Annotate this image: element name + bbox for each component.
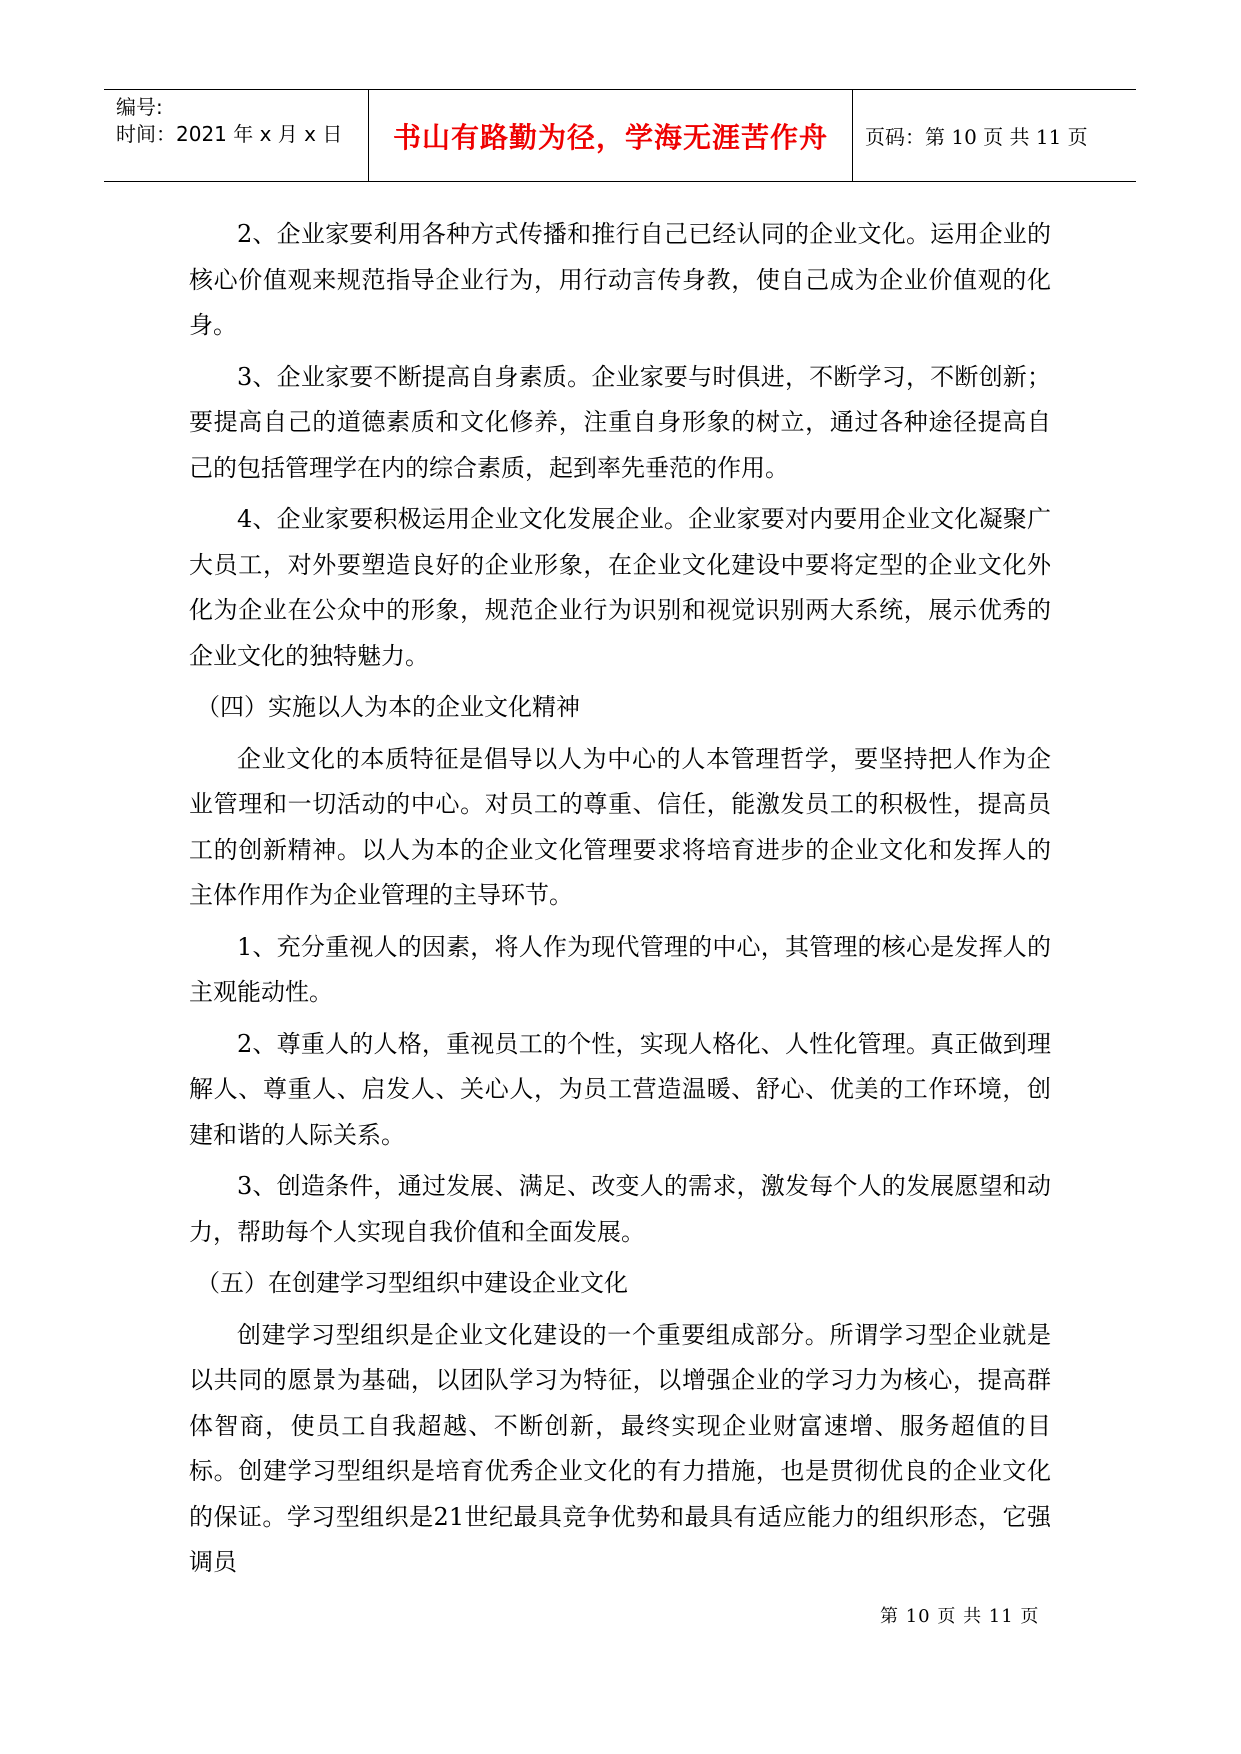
document-time-label: 时间：2021 年 x 月 x 日 — [116, 122, 343, 146]
header-page-number: 页码：第 10 页 共 11 页 — [865, 125, 1088, 149]
paragraph: 创建学习型组织是企业文化建设的一个重要组成部分。所谓学习型企业就是以共同的愿景为基础，以团队学习为特征，以增强企业的学习力为核心，提高群体智商，使员工自我超越、不断创新，最终实现企业财富速增、服务超值的目标。创建学习型组织是培育优秀企业文化的有力措施，也是贯彻优良的企业文化的保证。学习型组织是21世纪最具竞争优势和最具有适应能力的组织形态，它强调员 — [189, 1320, 1051, 1576]
document-body — [189, 212, 1051, 1592]
header-page-cell — [853, 90, 1136, 181]
page-footer: 第 10 页 共 11 页 — [880, 1606, 1040, 1627]
header-motto: 书山有路勤为径，学海无涯苦作舟 — [392, 120, 828, 154]
paragraph: 3、企业家要不断提高自身素质。企业家要与时俱进，不断学习，不断创新；要提高自己的道德素质和文化修养，注重自身形象的树立，通过各种途径提高自己的包括管理学在内的综合素质，起到率先垂范的作用。 — [189, 362, 1051, 482]
section-heading: （五）在创建学习型组织中建设企业文化 — [196, 1269, 628, 1297]
header-motto-cell — [369, 90, 853, 181]
document-number-label: 编号: — [116, 95, 163, 119]
paragraph: 2、尊重人的人格，重视员工的个性，实现人格化、人性化管理。真正做到理解人、尊重人、启发人、关心人，为员工营造温暖、舒心、优美的工作环境，创建和谐的人际关系。 — [189, 1029, 1051, 1149]
paragraph: 1、充分重视人的因素，将人作为现代管理的中心，其管理的核心是发挥人的主观能动性。 — [189, 932, 1051, 1006]
paragraph: 企业文化的本质特征是倡导以人为中心的人本管理哲学，要坚持把人作为企业管理和一切活动的中心。对员工的尊重、信任，能激发员工的积极性，提高员工的创新精神。以人为本的企业文化管理要求将培育进步的企业文化和发挥人的主体作用作为企业管理的主导环节。 — [189, 744, 1051, 909]
header-info-cell — [104, 90, 369, 181]
page-header — [104, 89, 1136, 182]
paragraph: 2、企业家要利用各种方式传播和推行自己已经认同的企业文化。运用企业的核心价值观来规范指导企业行为，用行动言传身教，使自己成为企业价值观的化身。 — [189, 220, 1051, 339]
paragraph: 4、企业家要积极运用企业文化发展企业。企业家要对内要用企业文化凝聚广大员工，对外要塑造良好的企业形象，在企业文化建设中要将定型的企业文化外化为企业在公众中的形象，规范企业行为识别和视觉识别两大系统，展示优秀的企业文化的独特魅力。 — [189, 505, 1051, 670]
paragraph: 3、创造条件，通过发展、满足、改变人的需求，激发每个人的发展愿望和动力，帮助每个人实现自我价值和全面发展。 — [189, 1172, 1051, 1246]
section-heading: （四）实施以人为本的企业文化精神 — [196, 693, 580, 721]
